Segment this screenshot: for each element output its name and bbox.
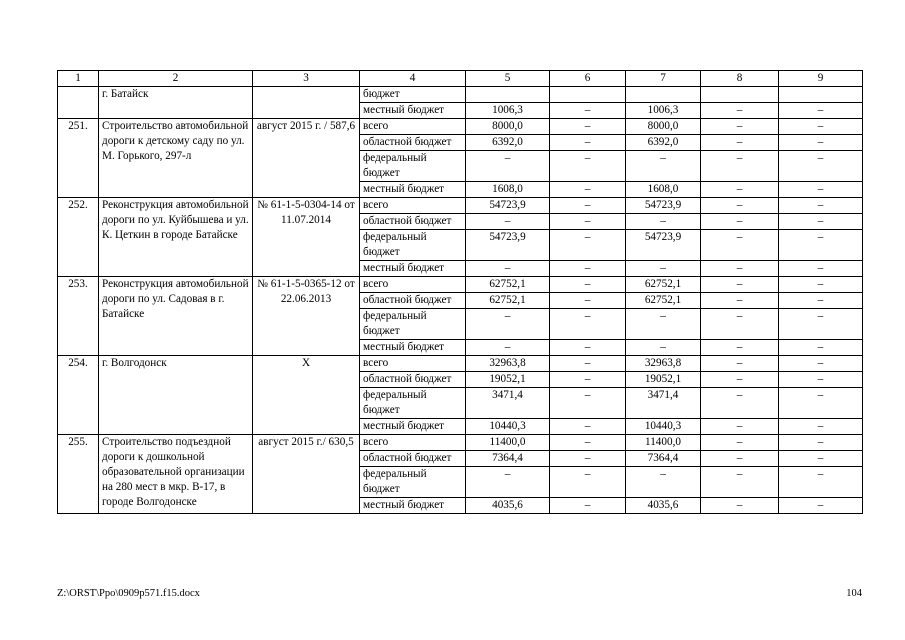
amount-cell: – — [701, 435, 779, 451]
amount-cell: 8000,0 — [466, 119, 550, 135]
amount-cell: – — [550, 151, 626, 182]
amount-cell: – — [550, 435, 626, 451]
amount-cell: – — [550, 388, 626, 419]
amount-cell: – — [626, 309, 701, 340]
column-header: 1 — [58, 71, 99, 87]
amount-cell: 7364,4 — [466, 451, 550, 467]
row-number — [58, 87, 99, 119]
amount-cell: – — [779, 135, 863, 151]
object-code: август 2015 г./ 630,5 — [253, 435, 360, 514]
table-row — [58, 198, 863, 214]
page-number: 104 — [846, 588, 862, 599]
amount-cell: – — [701, 182, 779, 198]
amount-cell: 10440,3 — [466, 419, 550, 435]
budget-table — [57, 70, 863, 514]
amount-cell: 32963,8 — [466, 356, 550, 372]
amount-cell: – — [779, 103, 863, 119]
row-number: 255. — [58, 435, 99, 514]
amount-cell: – — [779, 309, 863, 340]
amount-cell: 62752,1 — [466, 277, 550, 293]
amount-cell: 4035,6 — [466, 498, 550, 514]
amount-cell: 6392,0 — [626, 135, 701, 151]
amount-cell: 7364,4 — [626, 451, 701, 467]
object-name: Реконструкция автомобильной дороги по ул. Садовая в г. Батайске — [99, 277, 253, 356]
column-header: 5 — [466, 71, 550, 87]
object-name: г. Волгодонск — [99, 356, 253, 435]
table-row — [58, 356, 863, 372]
amount-cell: – — [626, 467, 701, 498]
amount-cell: – — [701, 293, 779, 309]
amount-cell: – — [701, 198, 779, 214]
column-header: 8 — [701, 71, 779, 87]
table-row — [58, 119, 863, 135]
amount-cell: – — [701, 151, 779, 182]
funding-source: всего — [360, 356, 466, 372]
amount-cell: 8000,0 — [626, 119, 701, 135]
object-name: Реконструкция автомобильной дороги по ул. Куйбышева и ул. К. Цеткин в городе Батайске — [99, 198, 253, 277]
amount-cell: – — [550, 419, 626, 435]
amount-cell: – — [701, 451, 779, 467]
amount-cell: – — [466, 151, 550, 182]
object-name: Строительство автомобильной дороги к детскому саду по ул. М. Горького, 297-л — [99, 119, 253, 198]
amount-cell — [626, 87, 701, 103]
amount-cell: 54723,9 — [466, 230, 550, 261]
funding-source: областной бюджет — [360, 293, 466, 309]
amount-cell: – — [701, 261, 779, 277]
amount-cell: – — [550, 309, 626, 340]
column-header: 2 — [99, 71, 253, 87]
object-code: август 2015 г. / 587,6 — [253, 119, 360, 198]
amount-cell: – — [701, 372, 779, 388]
funding-source: федеральный бюджет — [360, 230, 466, 261]
amount-cell: – — [626, 214, 701, 230]
amount-cell: – — [701, 214, 779, 230]
amount-cell: – — [779, 340, 863, 356]
amount-cell: 10440,3 — [626, 419, 701, 435]
object-name: г. Батайск — [99, 87, 253, 119]
amount-cell: – — [779, 198, 863, 214]
object-code: Х — [253, 356, 360, 435]
amount-cell: – — [701, 135, 779, 151]
amount-cell: – — [550, 103, 626, 119]
funding-source: местный бюджет — [360, 103, 466, 119]
amount-cell: – — [779, 230, 863, 261]
table-row — [58, 435, 863, 451]
amount-cell: 1608,0 — [626, 182, 701, 198]
amount-cell: – — [466, 467, 550, 498]
object-name: Строительство подъездной дороги к дошкольной образовательной организации на 280 мест в мкр. В-17, в городе Волгодонске — [99, 435, 253, 514]
amount-cell: – — [779, 214, 863, 230]
amount-cell — [550, 87, 626, 103]
funding-source: местный бюджет — [360, 498, 466, 514]
amount-cell: 54723,9 — [626, 230, 701, 261]
amount-cell: – — [550, 356, 626, 372]
amount-cell: 54723,9 — [626, 198, 701, 214]
amount-cell — [466, 87, 550, 103]
funding-source: местный бюджет — [360, 182, 466, 198]
amount-cell: – — [701, 309, 779, 340]
amount-cell: – — [779, 119, 863, 135]
amount-cell: – — [779, 467, 863, 498]
amount-cell: – — [466, 309, 550, 340]
table-row — [58, 277, 863, 293]
funding-source: областной бюджет — [360, 372, 466, 388]
column-header: 4 — [360, 71, 466, 87]
amount-cell: 4035,6 — [626, 498, 701, 514]
amount-cell — [779, 87, 863, 103]
amount-cell: – — [550, 119, 626, 135]
amount-cell: – — [701, 103, 779, 119]
amount-cell: – — [550, 230, 626, 261]
funding-source: областной бюджет — [360, 135, 466, 151]
amount-cell: – — [779, 293, 863, 309]
row-number: 251. — [58, 119, 99, 198]
amount-cell: – — [550, 372, 626, 388]
amount-cell: – — [550, 182, 626, 198]
funding-source: федеральный бюджет — [360, 467, 466, 498]
amount-cell: – — [466, 261, 550, 277]
amount-cell: – — [550, 261, 626, 277]
amount-cell: – — [779, 372, 863, 388]
amount-cell: 32963,8 — [626, 356, 701, 372]
amount-cell: 1608,0 — [466, 182, 550, 198]
funding-source: всего — [360, 198, 466, 214]
funding-source: областной бюджет — [360, 451, 466, 467]
amount-cell: – — [466, 340, 550, 356]
amount-cell: 19052,1 — [466, 372, 550, 388]
amount-cell: – — [550, 340, 626, 356]
amount-cell: – — [701, 230, 779, 261]
amount-cell: 11400,0 — [466, 435, 550, 451]
amount-cell: – — [550, 214, 626, 230]
amount-cell: – — [701, 356, 779, 372]
amount-cell: – — [550, 498, 626, 514]
object-code: № 61-1-5-0304-14 от 11.07.2014 — [253, 198, 360, 277]
amount-cell: – — [550, 467, 626, 498]
funding-source: местный бюджет — [360, 340, 466, 356]
page-footer — [57, 588, 862, 599]
amount-cell: – — [779, 451, 863, 467]
amount-cell: – — [779, 151, 863, 182]
amount-cell: – — [779, 182, 863, 198]
column-header: 6 — [550, 71, 626, 87]
amount-cell: – — [701, 277, 779, 293]
amount-cell: 62752,1 — [626, 293, 701, 309]
amount-cell: 11400,0 — [626, 435, 701, 451]
funding-source: бюджет — [360, 87, 466, 103]
amount-cell: – — [701, 467, 779, 498]
column-header: 7 — [626, 71, 701, 87]
amount-cell: – — [779, 435, 863, 451]
amount-cell: – — [550, 135, 626, 151]
amount-cell: – — [701, 419, 779, 435]
funding-source: местный бюджет — [360, 261, 466, 277]
funding-source: всего — [360, 119, 466, 135]
amount-cell: – — [701, 119, 779, 135]
amount-cell: 62752,1 — [626, 277, 701, 293]
amount-cell: 1006,3 — [626, 103, 701, 119]
amount-cell: 54723,9 — [466, 198, 550, 214]
column-header: 3 — [253, 71, 360, 87]
file-path: Z:\ORST\Ppo\0909p571.f15.docx — [57, 588, 200, 599]
funding-source: федеральный бюджет — [360, 309, 466, 340]
row-number: 252. — [58, 198, 99, 277]
amount-cell: 19052,1 — [626, 372, 701, 388]
object-code: № 61-1-5-0365-12 от 22.06.2013 — [253, 277, 360, 356]
amount-cell: 62752,1 — [466, 293, 550, 309]
amount-cell: – — [779, 419, 863, 435]
funding-source: федеральный бюджет — [360, 388, 466, 419]
amount-cell: – — [550, 451, 626, 467]
amount-cell: – — [626, 340, 701, 356]
amount-cell: – — [779, 277, 863, 293]
amount-cell: – — [779, 261, 863, 277]
amount-cell: – — [626, 261, 701, 277]
amount-cell: – — [550, 198, 626, 214]
amount-cell: – — [779, 356, 863, 372]
amount-cell: – — [701, 340, 779, 356]
column-header: 9 — [779, 71, 863, 87]
amount-cell: – — [701, 388, 779, 419]
funding-source: областной бюджет — [360, 214, 466, 230]
funding-source: всего — [360, 277, 466, 293]
funding-source: федеральный бюджет — [360, 151, 466, 182]
amount-cell — [701, 87, 779, 103]
amount-cell: – — [626, 151, 701, 182]
amount-cell: – — [550, 277, 626, 293]
amount-cell: – — [779, 388, 863, 419]
amount-cell: – — [779, 498, 863, 514]
amount-cell: 3471,4 — [626, 388, 701, 419]
amount-cell: – — [550, 293, 626, 309]
amount-cell: – — [466, 214, 550, 230]
object-code — [253, 87, 360, 119]
funding-source: всего — [360, 435, 466, 451]
row-number: 254. — [58, 356, 99, 435]
row-number: 253. — [58, 277, 99, 356]
table-row — [58, 87, 863, 103]
amount-cell: 6392,0 — [466, 135, 550, 151]
amount-cell: 1006,3 — [466, 103, 550, 119]
header-row — [58, 71, 863, 87]
amount-cell: – — [701, 498, 779, 514]
amount-cell: 3471,4 — [466, 388, 550, 419]
funding-source: местный бюджет — [360, 419, 466, 435]
